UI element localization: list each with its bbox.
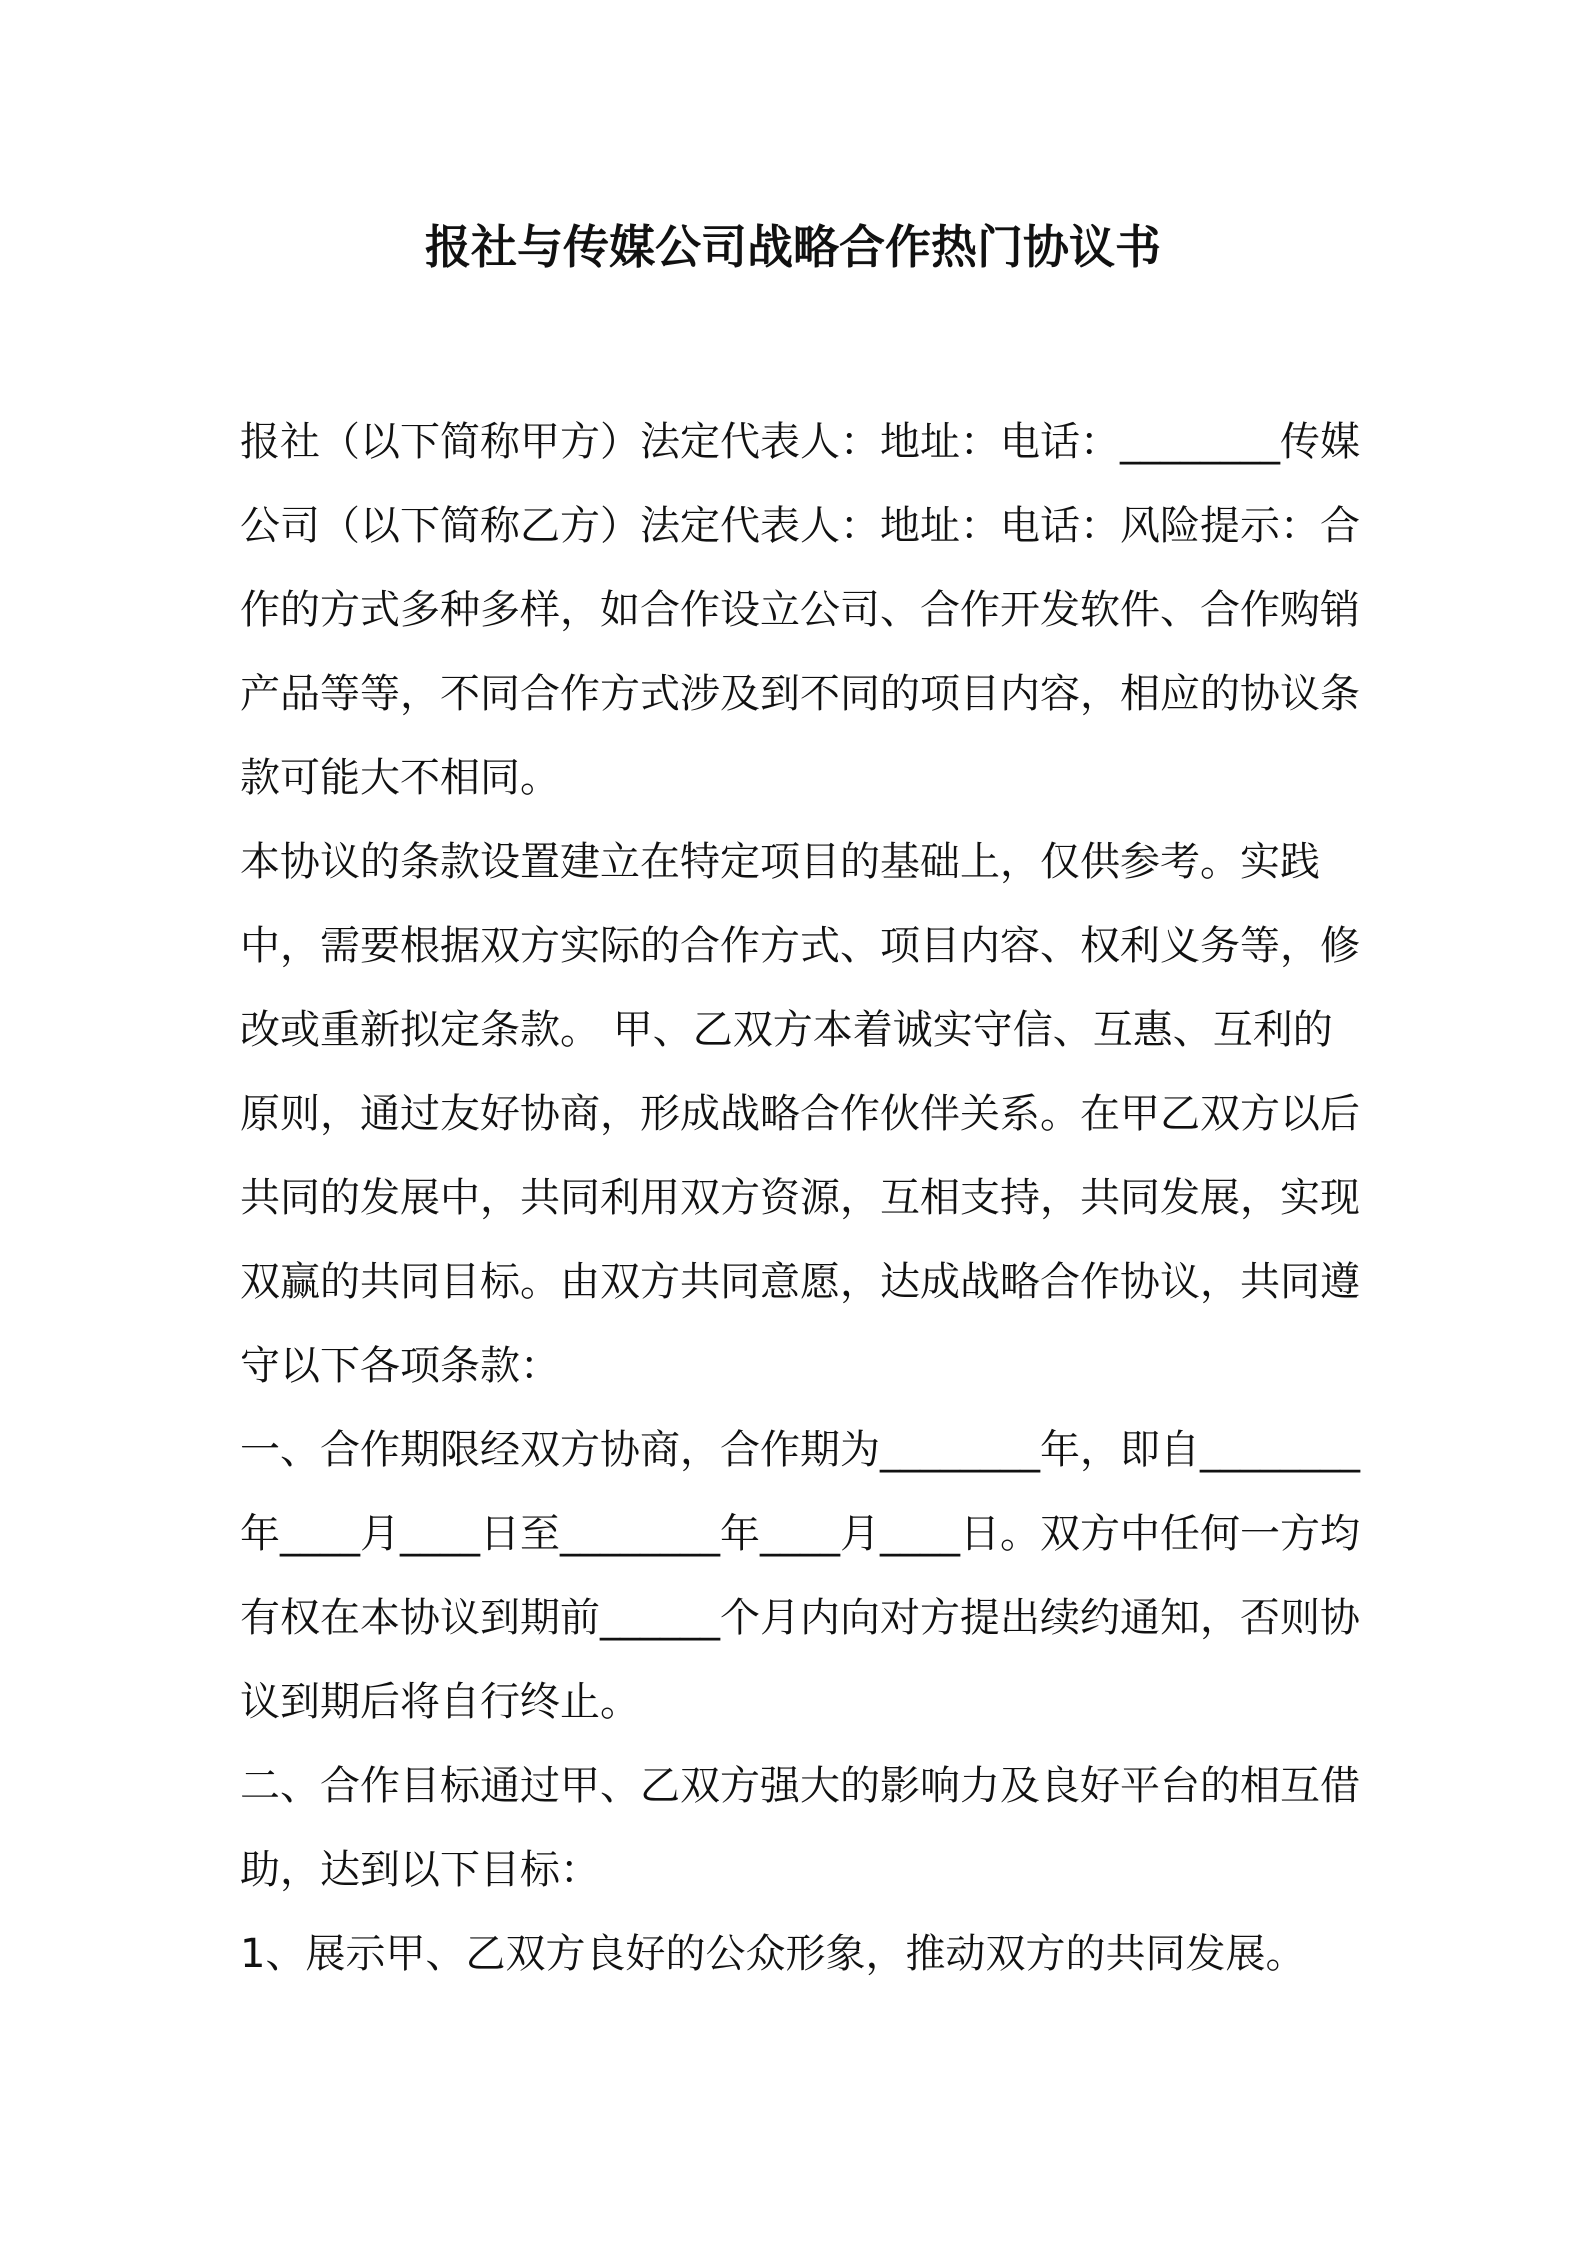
document-title: 报社与传媒公司战略合作热门协议书 — [425, 220, 1161, 274]
document-body — [240, 400, 1360, 1996]
paragraph-term: 一、合作期限经双方协商，合作期为________年，即自________年____月____日至________年____月____日。双方中任何一方均有权在本协议到期前______个月内向对方提出续约通知，否则协议到期后将自行终止。 — [240, 1427, 1360, 1725]
paragraph-parties: 报社（以下简称甲方）法定代表人：地址：电话：________传媒公司（以下简称乙方）法定代表人：地址：电话：风险提示：合作的方式多种多样，如合作设立公司、合作开发软件、合作购销产品等等，不同合作方式涉及到不同的项目内容，相应的协议条款可能大不相同。 — [240, 419, 1360, 801]
paragraph-goal-1: 1、展示甲、乙双方良好的公众形象，推动双方的共同发展。 — [240, 1931, 1306, 1977]
paragraph-goals: 二、合作目标通过甲、乙双方强大的影响力及良好平台的相互借助，达到以下目标： — [240, 1763, 1360, 1893]
paragraph-preamble: 本协议的条款设置建立在特定项目的基础上，仅供参考。实践中，需要根据双方实际的合作方式、项目内容、权利义务等，修改或重新拟定条款。 甲、乙双方本着诚实守信、互惠、互利的原则，通过友好协商，形成战略合作伙伴关系。在甲乙双方以后共同的发展中，共同利用双方资源，互相支持，共同发展，实现双赢的共同目标。由双方共同意愿，达成战略合作协议，共同遵守以下各项条款： — [240, 839, 1360, 1389]
